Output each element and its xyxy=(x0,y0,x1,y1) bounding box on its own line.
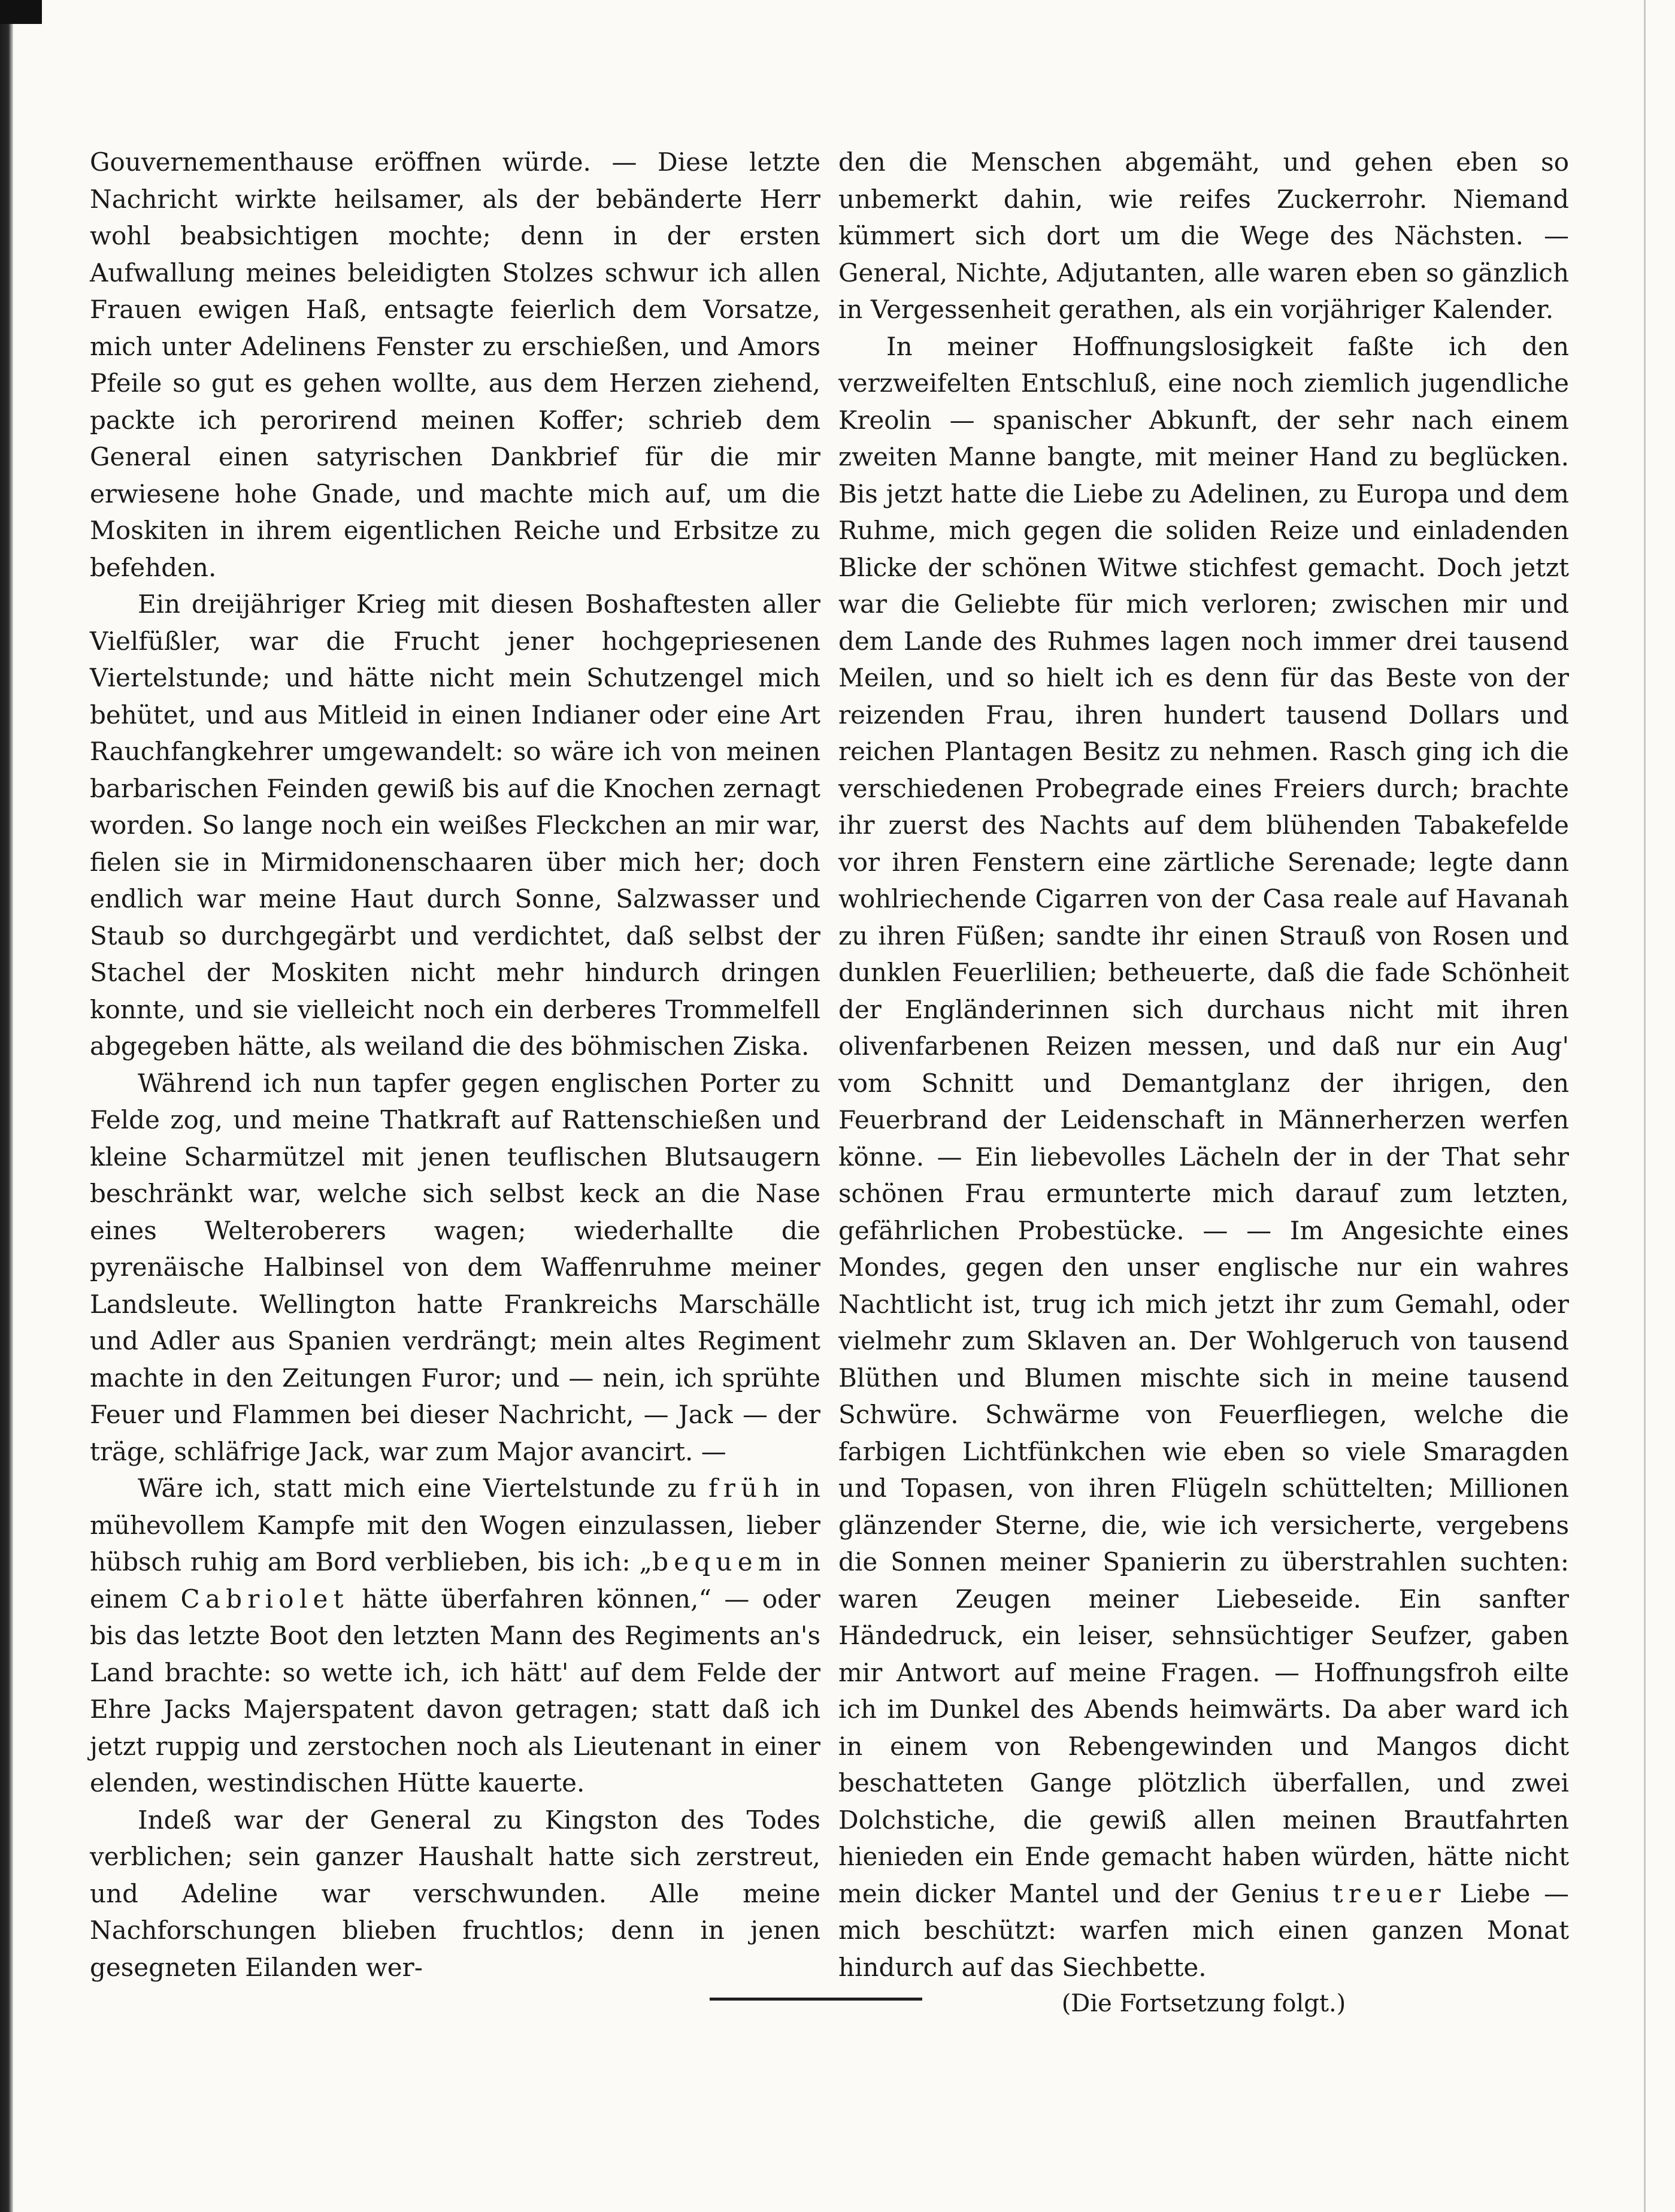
spaced-word: treuer xyxy=(1332,1878,1446,1908)
spaced-word: früh xyxy=(708,1473,785,1503)
text-run: Wäre ich, statt mich eine Viertelstunde zu xyxy=(138,1473,709,1503)
text-run: In meiner Hoffnungslosigkeit faßte ich den verzweifelten Entschluß, eine noch ziemlich jugendliche Kreolin — spanischer Abkunft, der sehr nach einem zweiten Manne bangte, mit meiner Hand zu beglücken. Bis jetzt hatte die Liebe zu Adelinen, zu Europa und dem Ruhme, mich gegen die soliden Reize und einladenden Blicke der schönen Witwe stichfest gemacht. Doch jetzt war die Geliebte für mich verloren; zwischen mir und dem Lande des Ruhmes lagen noch immer drei tausend Meilen, und so hielt ich es denn für das Beste von der reizenden Frau, ihren hundert tausend Dollars und reichen Plantagen Besitz zu nehmen. Rasch ging ich die verschiedenen Probegrade eines Freiers durch; brachte ihr zuerst des Nachts auf dem blühenden Tabakefelde vor ihren Fenstern eine zärtliche Serenade; legte dann wohlriechende Cigarren von der Casa reale auf Havanah zu ihren Füßen; sandte ihr einen Strauß von Rosen und dunklen Feuerlilien; betheuerte, daß die fade Schönheit der Engländerinnen sich durchaus nicht mit ihren olivenfarbenen Reizen messen, und daß nur ein Aug' vom Schnitt und Demantglanz der ihrigen, den Feuerbrand der Leidenschaft in Männerherzen werfen könne. — Ein liebevolles Lächeln der in der That sehr schönen Frau ermunterte mich darauf zum letzten, gefährlichen Probestücke. — — Im Angesichte eines Mondes, gegen den unser englische nur ein wahres Nachtlicht ist, trug ich mich jetzt ihr zum Gemahl, oder vielmehr zum Sklaven an. Der Wohlgeruch von tausend Blüthen und Blumen mischte sich in meine tausend Schwüre. Schwärme von Feuerfliegen, welche die farbigen Lichtfünkchen wie eben so viele Smaragden und Topasen, von ihren Flügeln schüttelten; Millionen glänzender Sterne, die, wie ich versicherte, vergebens die Sonnen meiner Spanierin zu überstrahlen suchten: waren Zeugen meiner Liebeseide. Ein sanfter Händedruck, ein leiser, sehnsüchtiger Seufzer, gaben mir Antwort auf meine Fragen. — Hoffnungsfroh eilte ich im Dunkel des Abends heimwärts. Da aber ward ich in einem von Rebengewinden und Mangos dicht beschatteten Gange plötzlich überfallen, und zwei Dolchstiche, die gewiß allen meinen Brautfahrten hienieden ein Ende gemacht haben würden, hätte nicht mein dicker Mantel und der Genius xyxy=(838,331,1569,1908)
paragraph: Ein dreijähriger Krieg mit diesen Boshaftesten aller Vielfüßler, war die Frucht jener hochgepriesenen Viertelstunde; und hätte nicht mein Schutzengel mich behütet, und aus Mitleid in einen Indianer oder eine Art Rauchfangkehrer umgewandelt: so wäre ich von meinen barbarischen Feinden gewiß bis auf die Knochen zernagt worden. So lange noch ein weißes Fleckchen an mir war, fielen sie in Mirmidonenschaaren über mich her; doch endlich war meine Haut durch Sonne, Salzwasser und Staub so durchgegärbt und verdichtet, daß selbst der Stachel der Moskiten nicht mehr hindurch dringen konnte, und sie vielleicht noch ein derberes Trommelfell abgegeben hätte, als weiland die des böhmischen Ziska. xyxy=(90,589,820,1061)
section-divider xyxy=(710,1998,922,2001)
paragraph xyxy=(838,328,1569,1986)
paragraph-continuation: den die Menschen abgemäht, und gehen eben so unbemerkt dahin, wie reifes Zuckerrohr. Niemand kümmert sich dort um die Wege des Nächsten. — General, Nichte, Adjutanten, alle waren eben so gänzlich in Vergessenheit gerathen, als ein vorjähriger Kalender. xyxy=(838,147,1569,324)
text-run: in einem xyxy=(90,1547,821,1614)
paragraph: Indeß war der General zu Kingston des Todes verblichen; sein ganzer Haushalt hatte sich zerstreut, und Adeline war verschwunden. Alle meine Nachforschungen blieben fruchtlos; denn in jenen gesegneten Eilanden wer- xyxy=(90,1805,820,1982)
right-column xyxy=(838,144,1569,2023)
text-run: in mühevollem Kampfe mit den Wogen einzulassen, lieber hübsch ruhig am Bord verblieben, bis ich: „ xyxy=(90,1473,820,1576)
text-run: Liebe — mich beschützt: warfen mich einen ganzen Monat hindurch auf das Siechbette. xyxy=(838,1878,1569,1982)
paragraph: Während ich nun tapfer gegen englischen Porter zu Felde zog, und meine Thatkraft auf Rattenschießen und kleine Scharmützel mit jenen teuflischen Blutsaugern beschränkt war, welche sich selbst keck an die Nase eines Welteroberers wagen; wiederhallte die pyrenäische Halbinsel von dem Waffenruhme meiner Landsleute. Wellington hatte Frankreichs Marschälle und Adler aus Spanien verdrängt; mein altes Regiment machte in den Zeitungen Furor; und — nein, ich sprühte Feuer und Flammen bei dieser Nachricht, — Jack — der träge, schläfrige Jack, war zum Major avancirt. — xyxy=(90,1068,820,1466)
paragraph xyxy=(90,1470,820,1802)
binding-corner xyxy=(0,0,42,24)
spaced-word: Cabriolet xyxy=(180,1584,349,1614)
continued-note: (Die Fortsetzung folgt.) xyxy=(1061,1990,1346,2017)
paragraph-continuation: Gouvernementhause eröffnen würde. — Diese letzte Nachricht wirkte heilsamer, als der bebänderte Herr wohl beabsichtigen mochte; denn in der ersten Aufwallung meines beleidigten Stolzes schwur ich allen Frauen ewigen Haß, entsagte feierlich dem Vorsatze, mich unter Adelinens Fenster zu erschießen, und Amors Pfeile so gut es gehen wollte, aus dem Herzen ziehend, packte ich perorirend meinen Koffer; schrieb dem General einen satyrischen Dankbrief für die mir erwiesene hohe Gnade, und machte mich auf, um die Moskiten in ihrem eigentlichen Reiche und Erbsitze zu befehden. xyxy=(90,147,820,582)
spaced-word: bequem xyxy=(652,1547,787,1576)
page-edge-line xyxy=(1644,0,1646,2212)
binding-edge xyxy=(0,0,13,2212)
left-column xyxy=(90,144,820,1986)
text-run: hätte überfahren können,“ — oder bis das letzte Boot den letzten Mann des Regiments an's Land brachte: so wette ich, ich hätt' auf dem Felde der Ehre Jacks Majerspatent davon getragen; statt daß ich jetzt ruppig und zerstochen noch als Lieutenant in einer elenden, westindischen Hütte kauerte. xyxy=(90,1584,821,1798)
